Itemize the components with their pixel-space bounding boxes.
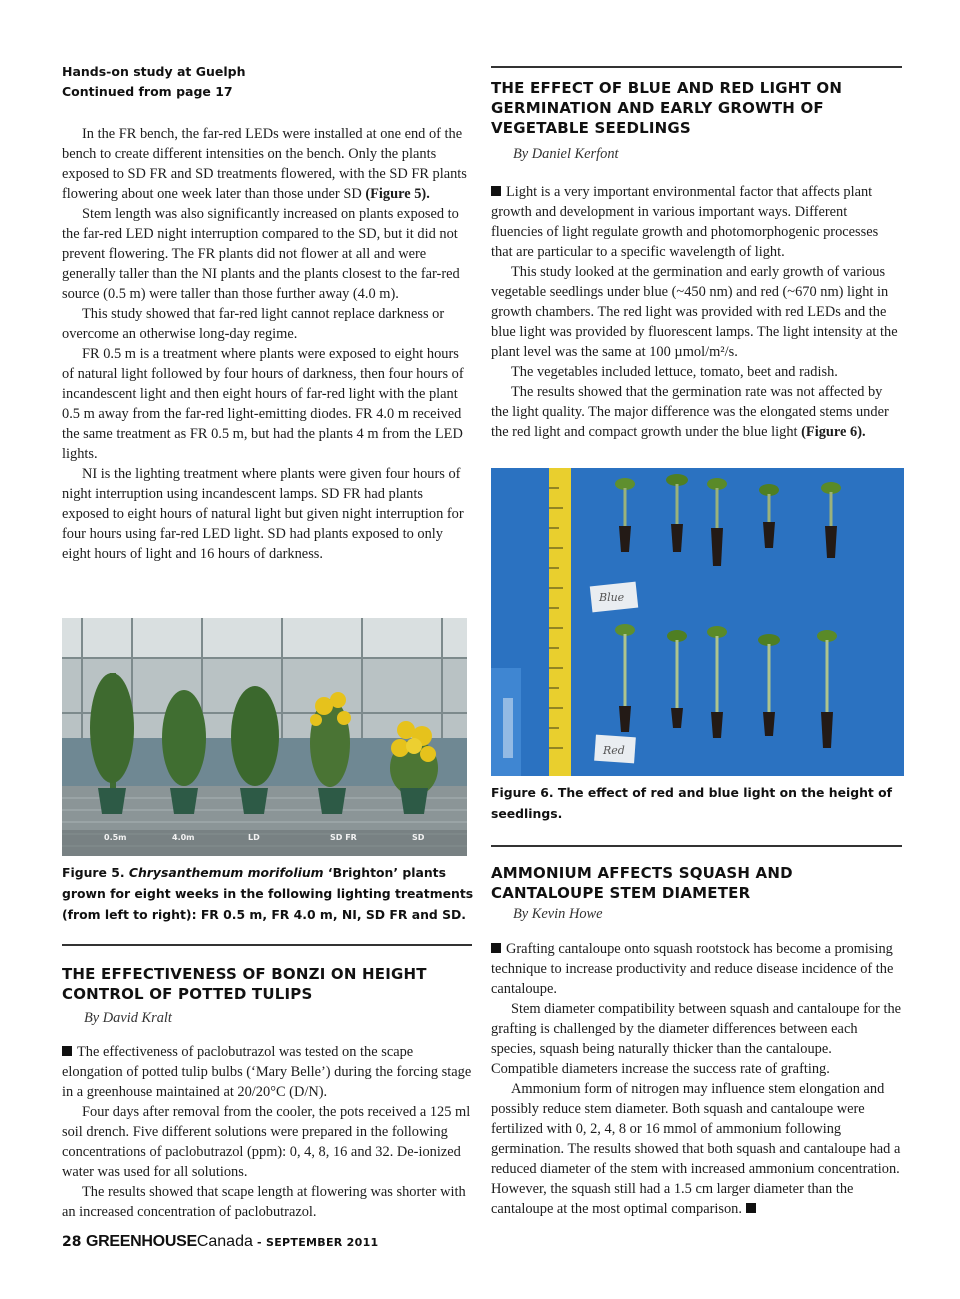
ammonium-byline: By Kevin Howe <box>513 906 603 922</box>
photo-label-4: SD <box>412 833 425 842</box>
figure5-reference: (Figure 5). <box>365 186 430 202</box>
brand-canada: Canada <box>196 1233 253 1250</box>
blue-red-divider <box>491 66 902 68</box>
ammonium-p3-text: Ammonium form of nitrogen may influence stem elongation and possibly reduce stem diameter. Both squash and cantaloupe were fertilized with 0, 2, 4, 8 or 16 mmol of ammonium following germination. The results showed that both squash and cantaloupe had a reduced diameter of the stem with increased ammonium concentration. However, the squash still had a 1.5 cm larger diameter than the cantaloupe at the most optimal comparison. <box>491 1081 901 1217</box>
red-treatment-label: Red <box>603 744 625 757</box>
chrysanthemum-photo <box>62 618 467 856</box>
guelph-paragraph-2: Stem length was also significantly increased on plants exposed to the far-red LED night interruption compared to the SD, but it did not prevent flowering. The FR plants did not flower at all and were generally taller than the NI plants and the plants closest to the far-red source (0.5 m) were taller than those further away (4.0 m). <box>62 206 460 302</box>
bonzi-body <box>62 1042 472 1222</box>
figure5-caption-text: ‘Brighton’ plants grown for eight weeks in the following lighting treatments (from left to right): FR 0.5 m, FR 4.0 m, NI, SD FR and SD. <box>62 865 474 922</box>
bonzi-headline: THE EFFECTIVENESS OF BONZI ON HEIGHT CONTROL OF POTTED TULIPS <box>62 965 427 1003</box>
ammonium-divider <box>491 845 902 847</box>
bonzi-byline: By David Kralt <box>84 1010 172 1026</box>
bullet-square-icon <box>491 186 501 196</box>
figure5-caption <box>62 862 474 925</box>
footer-separator: - <box>252 1236 266 1249</box>
bonzi-article <box>62 944 472 1222</box>
blue-red-p4-text: The results showed that the germination rate was not affected by the light quality. The major difference was the elongated stems under the red light and compact growth under the blue light <box>491 384 889 440</box>
end-mark-icon <box>746 1203 756 1213</box>
kicker-continued: Continued from page 17 <box>62 84 233 99</box>
blue-treatment-label: Blue <box>599 591 625 604</box>
bonzi-p1-text: The effectiveness of paclobutrazol was tested on the scape elongation of potted tulip bulbs (‘Mary Belle’) during the forcing stage in a greenhouse maintained at 20/20°C (D/N). <box>62 1044 472 1100</box>
ammonium-p1-text: Grafting cantaloupe onto squash rootstock has become a promising technique to increase productivity and reduce disease incidence of the cantaloupe. <box>491 941 894 997</box>
blue-red-paragraph-3: The vegetables included lettuce, tomato, beet and radish. <box>511 364 838 380</box>
blue-red-paragraph-1 <box>491 182 902 262</box>
bonzi-paragraph-2: Four days after removal from the cooler, the pots received a 125 ml soil drench. Five different solutions were prepared in the following concentrations of paclobutrazol (ppm): 0, 4, 8, 16 and 32. De-ionized water was used for all solutions. <box>62 1104 471 1180</box>
ammonium-paragraph-2: Stem diameter compatibility between squash and cantaloupe for the grafting is challenged by the diameter differences between each species, squash being naturally thicker than the cantaloupe. Compatible diameters increase the success rate of grafting. <box>491 1001 902 1077</box>
blue-red-paragraph-4 <box>491 382 902 442</box>
blue-red-body <box>491 182 902 442</box>
blue-red-byline: By Daniel Kerfont <box>513 146 619 162</box>
photo-label-2: LD <box>248 833 260 842</box>
bullet-square-icon <box>62 1046 72 1056</box>
guelph-paragraph-4: FR 0.5 m is a treatment where plants were exposed to eight hours of natural light followed by four hours of darkness, then four hours of incandescent light and then eight hours of far-red light with the plant 0.5 m away from the far-red light-emitting diodes. FR 4.0 m received the same treatment as FR 0.5 m, but had the plants 4 m from the LED lights. <box>62 346 464 462</box>
guelph-article-body <box>62 124 472 564</box>
continued-kicker <box>62 62 472 102</box>
ammonium-body <box>491 939 902 1219</box>
bonzi-paragraph-3: The results showed that scape length at flowering was shorter with an increased concentration of paclobutrazol. <box>62 1184 466 1220</box>
figure5-caption-species: Chrysanthemum morifolium <box>128 865 324 880</box>
guelph-p1-text: In the FR bench, the far-red LEDs were installed at one end of the bench to create different intensities on the bench. Only the plants exposed to SD FR and SD treatments flowered, with the SD FR plants flowering about one week later than those under SD <box>62 126 467 202</box>
blue-red-article <box>491 66 902 442</box>
bullet-square-icon <box>491 943 501 953</box>
issue-date: SEPTEMBER 2011 <box>266 1236 379 1249</box>
blue-red-paragraph-2: This study looked at the germination and early growth of various vegetable seedlings under blue (~450 nm) and red (~670 nm) light in growth chambers. The red light was provided with red LEDs and the blue light was provided by fluorescent lamps. The light intensity at the plant level was the same at 100 µmol/m²/s. <box>491 264 898 360</box>
ammonium-article <box>491 845 902 1219</box>
guelph-paragraph-1 <box>62 124 472 204</box>
ammonium-paragraph-1 <box>491 939 902 999</box>
figure5-caption-label: Figure 5. <box>62 865 129 880</box>
left-column <box>62 62 472 564</box>
bonzi-paragraph-1 <box>62 1042 472 1102</box>
photo-label-0: 0.5m <box>104 833 127 842</box>
photo-label-1: 4.0m <box>172 833 195 842</box>
figure5-photo <box>62 618 467 856</box>
bonzi-divider <box>62 944 472 946</box>
guelph-paragraph-3: This study showed that far-red light cannot replace darkness or overcome an otherwise long-day regime. <box>62 306 445 342</box>
page-number: 28 <box>62 1234 82 1250</box>
brand-greenhouse: GREENHOUSE <box>86 1233 197 1250</box>
page-footer <box>62 1233 378 1251</box>
blue-red-headline: THE EFFECT OF BLUE AND RED LIGHT ON GERMINATION AND EARLY GROWTH OF VEGETABLE SEEDLINGS <box>491 79 843 137</box>
kicker-title: Hands-on study at Guelph <box>62 64 246 79</box>
figure6-caption: Figure 6. The effect of red and blue light on the height of seedlings. <box>491 785 893 821</box>
guelph-paragraph-5: NI is the lighting treatment where plants were given four hours of night interruption using incandescent lamps. SD FR had plants exposed to eight hours of natural light but given night interruption for four hours using far-red LED light. SD had plants exposed to only eight hours of light and 16 hours of darkness. <box>62 466 464 562</box>
figure6-reference: (Figure 6). <box>801 424 866 440</box>
seedlings-photo <box>491 468 904 776</box>
figure6-photo <box>491 468 904 776</box>
ammonium-headline: AMMONIUM AFFECTS SQUASH AND CANTALOUPE STEM DIAMETER <box>491 864 793 902</box>
ammonium-paragraph-3 <box>491 1079 902 1219</box>
blue-red-p1-text: Light is a very important environmental factor that affects plant growth and development in various important ways. Different fluencies of light regulate growth and photomorphogenic processes that are particular to a specific wavelength of light. <box>491 184 879 260</box>
photo-label-3: SD FR <box>330 833 357 842</box>
